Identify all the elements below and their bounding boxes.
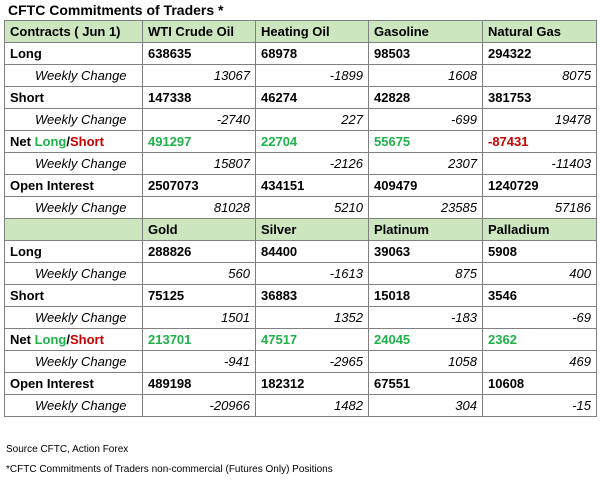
value-cell: 409479: [369, 175, 483, 197]
row-label: Short: [5, 285, 143, 307]
table-row: [5, 241, 597, 263]
row-label: Long: [5, 43, 143, 65]
net-prefix: Net: [10, 332, 35, 347]
value-cell: 2507073: [143, 175, 256, 197]
table-row: [5, 395, 597, 417]
change-cell: 560: [143, 263, 256, 285]
change-cell: 875: [369, 263, 483, 285]
net-value-cell: 22704: [256, 131, 369, 153]
row-label: [5, 131, 143, 153]
row-label: Weekly Change: [5, 263, 143, 285]
column-header: Silver: [256, 219, 369, 241]
net-short-word: Short: [69, 332, 104, 347]
net-value-cell: 24045: [369, 329, 483, 351]
footnote: *CFTC Commitments of Traders non-commercial (Futures Only) Positions: [6, 464, 333, 475]
net-prefix: Net: [10, 134, 35, 149]
change-cell: 469: [483, 351, 597, 373]
table-row: [5, 197, 597, 219]
change-cell: 81028: [143, 197, 256, 219]
net-value-cell: 55675: [369, 131, 483, 153]
value-cell: 147338: [143, 87, 256, 109]
column-header: Heating Oil: [256, 21, 369, 43]
table-row: [5, 351, 597, 373]
change-cell: 1608: [369, 65, 483, 87]
net-slash: /: [66, 332, 70, 347]
net-value-cell: -87431: [483, 131, 597, 153]
table-row: [5, 263, 597, 285]
value-cell: 638635: [143, 43, 256, 65]
change-cell: 1352: [256, 307, 369, 329]
change-cell: 1482: [256, 395, 369, 417]
energy-header-row: [5, 21, 597, 43]
empty-header-cell: [5, 219, 143, 241]
change-cell: -2126: [256, 153, 369, 175]
net-slash: /: [66, 134, 70, 149]
value-cell: 68978: [256, 43, 369, 65]
value-cell: 381753: [483, 87, 597, 109]
table-row: [5, 373, 597, 395]
change-cell: -2740: [143, 109, 256, 131]
net-value-cell: 47517: [256, 329, 369, 351]
page-title: CFTC Commitments of Traders *: [8, 2, 224, 18]
change-cell: 400: [483, 263, 597, 285]
table-row: [5, 329, 597, 351]
change-cell: -699: [369, 109, 483, 131]
table-row: [5, 87, 597, 109]
row-label: Weekly Change: [5, 307, 143, 329]
table-row: [5, 43, 597, 65]
net-value-cell: 491297: [143, 131, 256, 153]
change-cell: -1613: [256, 263, 369, 285]
row-label: Weekly Change: [5, 109, 143, 131]
column-header: Gasoline: [369, 21, 483, 43]
row-label: Open Interest: [5, 373, 143, 395]
value-cell: 39063: [369, 241, 483, 263]
change-cell: 15807: [143, 153, 256, 175]
change-cell: 13067: [143, 65, 256, 87]
net-short-word: Short: [69, 134, 104, 149]
cot-table: [4, 20, 597, 417]
change-cell: 1501: [143, 307, 256, 329]
change-cell: 227: [256, 109, 369, 131]
change-cell: 8075: [483, 65, 597, 87]
table-row: [5, 307, 597, 329]
column-header: Gold: [143, 219, 256, 241]
value-cell: 98503: [369, 43, 483, 65]
change-cell: -20966: [143, 395, 256, 417]
change-cell: -2965: [256, 351, 369, 373]
change-cell: -69: [483, 307, 597, 329]
row-label: Short: [5, 87, 143, 109]
row-label: Long: [5, 241, 143, 263]
net-long-word: Long: [34, 332, 67, 347]
change-cell: -15: [483, 395, 597, 417]
column-header: Platinum: [369, 219, 483, 241]
value-cell: 182312: [256, 373, 369, 395]
change-cell: 57186: [483, 197, 597, 219]
change-cell: 2307: [369, 153, 483, 175]
value-cell: 67551: [369, 373, 483, 395]
value-cell: 10608: [483, 373, 597, 395]
value-cell: 434151: [256, 175, 369, 197]
table-row: [5, 109, 597, 131]
value-cell: 36883: [256, 285, 369, 307]
column-header: Natural Gas: [483, 21, 597, 43]
value-cell: 288826: [143, 241, 256, 263]
change-cell: 5210: [256, 197, 369, 219]
column-header: Palladium: [483, 219, 597, 241]
value-cell: 42828: [369, 87, 483, 109]
row-label: Weekly Change: [5, 197, 143, 219]
value-cell: 15018: [369, 285, 483, 307]
table-row: [5, 175, 597, 197]
row-label: Weekly Change: [5, 395, 143, 417]
table-row: [5, 285, 597, 307]
table-row: [5, 65, 597, 87]
change-cell: -183: [369, 307, 483, 329]
change-cell: -11403: [483, 153, 597, 175]
value-cell: 1240729: [483, 175, 597, 197]
value-cell: 46274: [256, 87, 369, 109]
source-note: Source CFTC, Action Forex: [6, 444, 129, 455]
change-cell: 304: [369, 395, 483, 417]
value-cell: 75125: [143, 285, 256, 307]
column-header: WTI Crude Oil: [143, 21, 256, 43]
net-value-cell: 2362: [483, 329, 597, 351]
value-cell: 84400: [256, 241, 369, 263]
change-cell: -1899: [256, 65, 369, 87]
contracts-header-cell: Contracts ( Jun 1): [5, 21, 143, 43]
table-row: [5, 131, 597, 153]
value-cell: 294322: [483, 43, 597, 65]
net-value-cell: 213701: [143, 329, 256, 351]
row-label: [5, 329, 143, 351]
change-cell: -941: [143, 351, 256, 373]
row-label: Weekly Change: [5, 153, 143, 175]
value-cell: 489198: [143, 373, 256, 395]
change-cell: 23585: [369, 197, 483, 219]
row-label: Weekly Change: [5, 351, 143, 373]
table-row: [5, 153, 597, 175]
change-cell: 1058: [369, 351, 483, 373]
net-long-word: Long: [34, 134, 67, 149]
metals-header-row: [5, 219, 597, 241]
change-cell: 19478: [483, 109, 597, 131]
value-cell: 3546: [483, 285, 597, 307]
row-label: Open Interest: [5, 175, 143, 197]
value-cell: 5908: [483, 241, 597, 263]
row-label: Weekly Change: [5, 65, 143, 87]
